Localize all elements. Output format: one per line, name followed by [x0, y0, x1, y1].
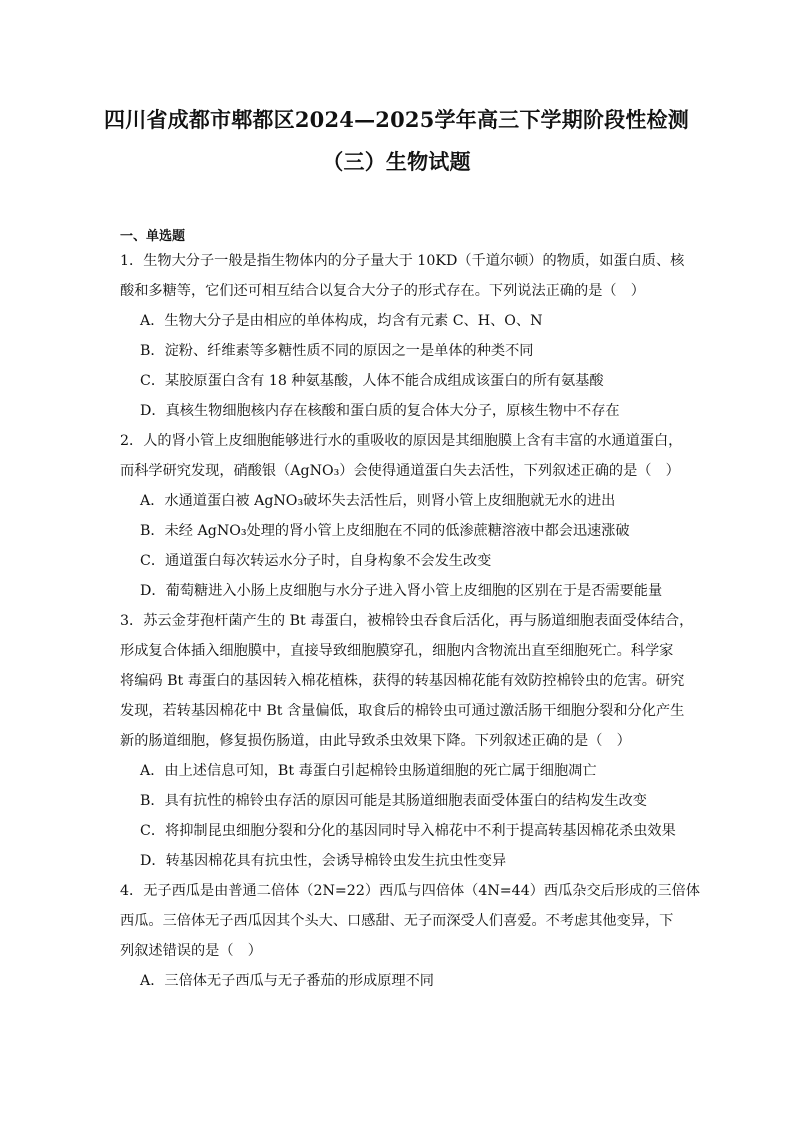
question-3 [120, 606, 694, 876]
option-a: A．生物大分子是由相应的单体构成，均含有元素 C、H、O、N [140, 313, 543, 329]
question-1 [120, 246, 685, 426]
question-stem-line: 将编码 Bt 毒蛋白的基因转入棉花植株，获得的转基因棉花能有效防控棉铃虫的危害。研究 [120, 673, 685, 689]
option-c: C．通道蛋白每次转运水分子时，自身构象不会发生改变 [140, 553, 492, 569]
option-d: D．葡萄糖进入小肠上皮细胞与水分子进入肾小管上皮细胞的区别在于是否需要能量 [140, 583, 663, 599]
option-d: D．转基因棉花具有抗虫性，会诱导棉铃虫发生抗虫性变异 [140, 853, 507, 869]
option-c: C．将抑制昆虫细胞分裂和分化的基因同时导入棉花中不利于提高转基因棉花杀虫效果 [140, 823, 676, 839]
option-b: B．未经 AgNO₃处理的肾小管上皮细胞在不同的低渗蔗糖溶液中都会迅速涨破 [140, 523, 630, 539]
question-stem-line: 4．无子西瓜是由普通二倍体（2N=22）西瓜与四倍体（4N=44）西瓜杂交后形成的三倍体 [120, 883, 700, 899]
option-d: D．真核生物细胞核内存在核酸和蛋白质的复合体大分子，原核生物中不存在 [140, 403, 620, 419]
exam-title-line-1: 四川省成都市郫都区2024—2025学年高三下学期阶段性检测 [104, 107, 689, 132]
section-heading: 一、单选题 [120, 229, 186, 244]
option-c: C．某胶原蛋白含有 18 种氨基酸，人体不能合成组成该蛋白的所有氨基酸 [140, 373, 604, 389]
question-stem-line: 而科学研究发现，硝酸银（AgNO₃）会使得通道蛋白失去活性，下列叙述正确的是（ ） [120, 463, 680, 479]
option-a: A．三倍体无子西瓜与无子番茄的形成原理不同 [140, 973, 434, 989]
question-list [120, 246, 700, 996]
question-stem-line: 发现，若转基因棉花中 Bt 含量偏低，取食后的棉铃虫可通过激活肠干细胞分裂和分化产生 [120, 703, 685, 719]
question-stem-line: 2．人的肾小管上皮细胞能够进行水的重吸收的原因是其细胞膜上含有丰富的水通道蛋白， [120, 433, 683, 449]
exam-title-line-2: （三）生物试题 [322, 149, 471, 174]
question-stem-line: 新的肠道细胞，修复损伤肠道，由此导致杀虫效果下降。下列叙述正确的是（ ） [120, 733, 631, 749]
option-a: A．由上述信息可知，Bt 毒蛋白引起棉铃虫肠道细胞的死亡属于细胞凋亡 [140, 763, 597, 779]
question-stem-line: 1．生物大分子一般是指生物体内的分子量大于 10KD（千道尔顿）的物质，如蛋白质、核 [120, 253, 685, 269]
question-stem-line: 3．苏云金芽孢杆菌产生的 Bt 毒蛋白，被棉铃虫吞食后活化，再与肠道细胞表面受体结合， [120, 613, 694, 629]
question-stem-line: 列叙述错误的是（ ） [120, 943, 262, 959]
question-2 [120, 426, 683, 606]
question-4 [120, 876, 700, 996]
option-b: B．具有抗性的棉铃虫存活的原因可能是其肠道细胞表面受体蛋白的结构发生改变 [140, 793, 647, 809]
question-stem-line: 酸和多糖等，它们还可相互结合以复合大分子的形式存在。下列说法正确的是（ ） [120, 283, 645, 299]
question-stem-line: 西瓜。三倍体无子西瓜因其个头大、口感甜、无子而深受人们喜爱。不考虑其他变异，下 [120, 913, 674, 929]
option-b: B．淀粉、纤维素等多糖性质不同的原因之一是单体的种类不同 [140, 343, 534, 359]
question-stem-line: 形成复合体插入细胞膜中，直接导致细胞膜穿孔，细胞内含物流出直至细胞死亡。科学家 [120, 643, 674, 659]
option-a: A．水通道蛋白被 AgNO₃破坏失去活性后，则肾小管上皮细胞就无水的进出 [140, 493, 616, 509]
